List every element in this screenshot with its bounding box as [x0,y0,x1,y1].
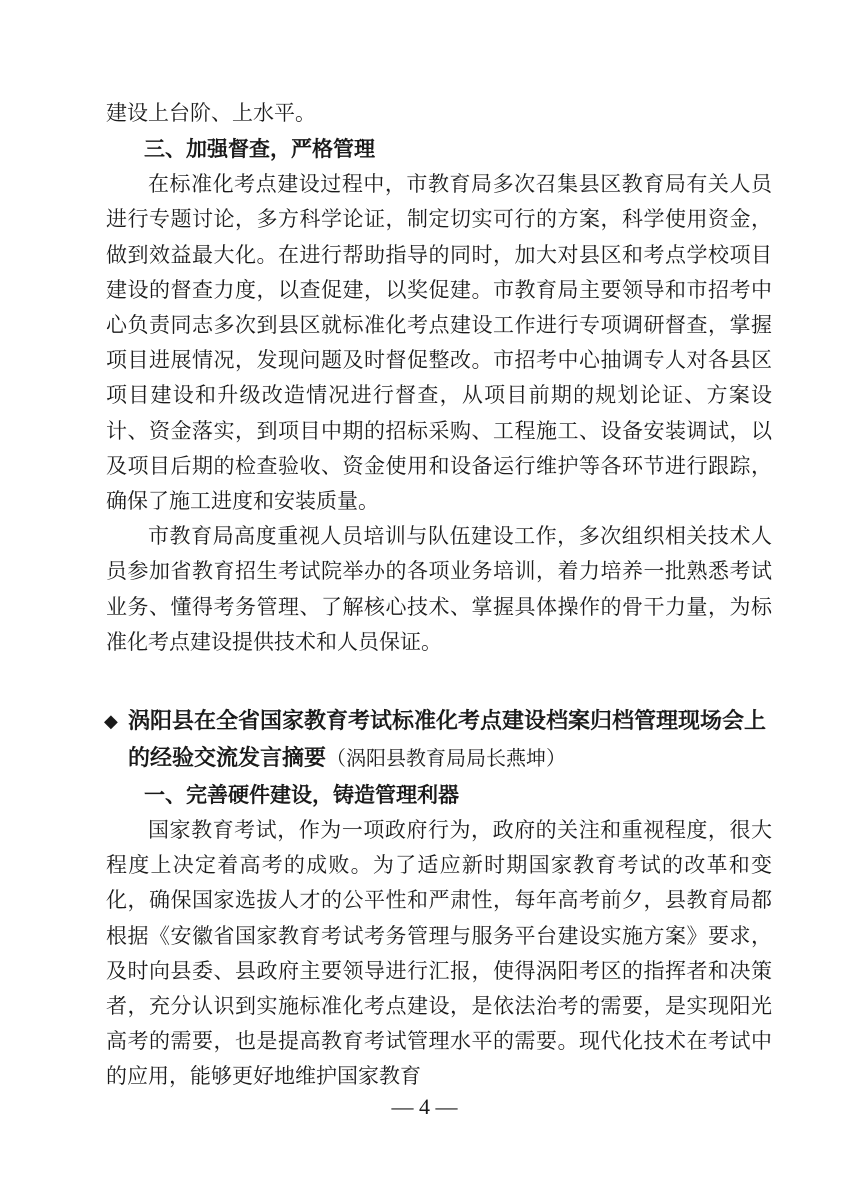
paragraph-supervision: 在标准化考点建设过程中，市教育局多次召集县区教育局有关人员进行专题讨论，多方科学论证，制定切实可行的方案，科学使用资金，做到效益最大化。在进行帮助指导的同时，加大对县区和考点学校项目建设的督查力度，以查促建，以奖促建。市教育局主要领导和市招考中心负责同志多次到县区就标准化考点建设工作进行专项调研督查，掌握项目进展情况，发现问题及时督促整改。市招考中心抽调专人对各县区项目建设和升级改造情况进行督查，从项目前期的规划论证、方案设计、资金落实，到项目中期的招标采购、工程施工、设备安装调试，以及项目后期的检查验收、资金使用和设备运行维护等各环节进行跟踪，确保了施工进度和安装质量。 [106,172,772,514]
section-heading-1: 一、完善硬件建设，铸造管理利器 [144,783,459,808]
section-gap [106,660,772,704]
article-title-text: 涡阳县在全省国家教育考试标准化考点建设档案归档管理现场会上的经验交流发言摘要 [128,709,767,772]
paragraph-continuation: 建设上台阶、上水平。 [106,101,316,125]
page-number: — 4 — [391,1094,458,1119]
article-title-author: （涡阳县教育局局长燕坤） [326,746,567,771]
paragraph-hardware: 国家教育考试，作为一项政府行为，政府的关注和重视程度，很大程度上决定着高考的成败。为了适应新时期国家教育考试的改革和变化，确保国家选拔人才的公平性和严肃性，每年高考前夕，县教育局都根据《安徽省国家教育考试考务管理与服务平台建设实施方案》要求，及时向县委、县政府主要领导进行汇报，使得涡阳考区的指挥者和决策者，充分认识到实施标准化考点建设，是依法治考的需要，是实现阳光高考的需要，也是提高教育考试管理水平的需要。现代化技术在考试中的应用，能够更好地维护国家教育 [106,818,772,1089]
section-heading-3: 三、加强督查，严格管理 [144,137,375,162]
article-title [106,704,772,777]
paragraph-training: 市教育局高度重视人员培训与队伍建设工作，多次组织相关技术人员参加省教育招生考试院举办的各项业务培训，着力培养一批熟悉考试业务、懂得考务管理、了解核心技术、掌握具体操作的骨干力量，为标准化考点建设提供技术和人员保证。 [106,524,772,654]
diamond-bullet-icon: ◆ [104,711,118,733]
document-body [106,96,772,1095]
